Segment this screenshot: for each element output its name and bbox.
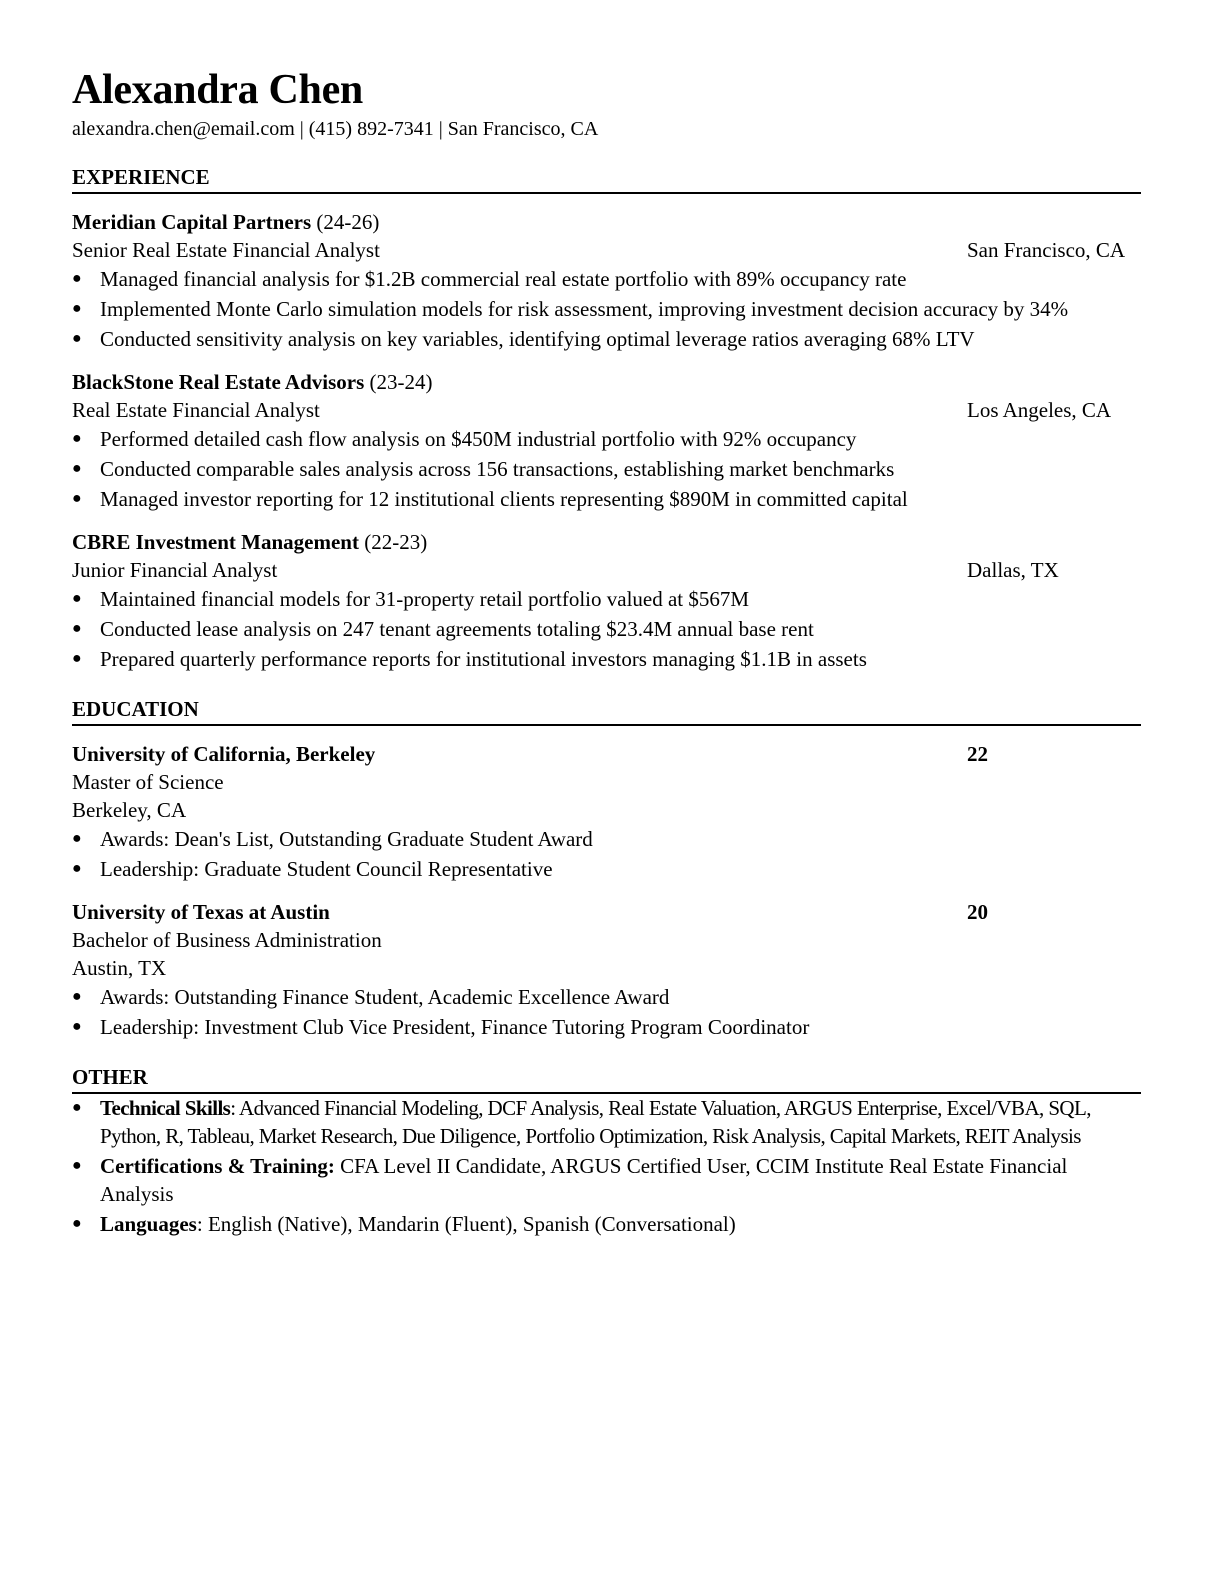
bullet-icon: ● xyxy=(72,1157,82,1174)
school-name: University of California, Berkeley xyxy=(72,742,376,766)
list-item: ● Leadership: Investment Club Vice President, Finance Tutoring Program Coordinator xyxy=(72,1012,1141,1042)
list-item: ● Implemented Monte Carlo simulation models for risk assessment, improving investment decision accuracy by 34% xyxy=(72,294,1141,324)
bullet-icon: ● xyxy=(72,620,82,637)
school-name: University of Texas at Austin xyxy=(72,900,330,924)
degree: Bachelor of Business Administration xyxy=(72,928,382,952)
list-item: ● Awards: Outstanding Finance Student, Academic Excellence Award xyxy=(72,982,1141,1012)
job-dates: (22-23) xyxy=(364,530,428,554)
list-item: ● Awards: Dean's List, Outstanding Graduate Student Award xyxy=(72,824,1141,854)
list-item: ● Certifications & Training: CFA Level II Candidate, ARGUS Certified User, CCIM Institute Real Estate Financial Analysis xyxy=(72,1154,1068,1206)
job-title: Senior Real Estate Financial Analyst xyxy=(72,238,380,262)
bullet-icon: ● xyxy=(72,988,82,1005)
bullet-icon: ● xyxy=(72,490,82,507)
list-item: ● Managed financial analysis for $1.2B commercial real estate portfolio with 89% occupancy rate xyxy=(72,264,1141,294)
item-label: Technical Skills xyxy=(100,1096,231,1120)
job-dates: (24-26) xyxy=(316,210,380,234)
bullet-icon: ● xyxy=(72,590,82,607)
bullet-icon: ● xyxy=(72,300,82,317)
list-item: ● Managed investor reporting for 12 institutional clients representing $890M in committed capital xyxy=(72,484,1141,514)
job-location: San Francisco, CA xyxy=(967,238,1126,262)
list-item: ● Prepared quarterly performance reports for institutional investors managing $1.1B in assets xyxy=(72,644,1141,674)
company-name: BlackStone Real Estate Advisors xyxy=(72,370,365,394)
job-title: Junior Financial Analyst xyxy=(72,558,278,582)
list-item: ● Technical Skills: Advanced Financial Modeling, DCF Analysis, Real Estate Valuation, ARGUS Enterprise, Excel/VBA, SQL, Python, R, Tableau, Market Research, Due Diligence, Portfolio Optimization, Risk Analysis, Capital Markets, REIT Analysis xyxy=(72,1096,1091,1148)
section-heading-experience: EXPERIENCE xyxy=(72,164,1141,194)
graduation-year: 22 xyxy=(967,742,988,766)
section-heading-education: EDUCATION xyxy=(72,696,1141,726)
contact-line: alexandra.chen@email.com | (415) 892-7341 | San Francisco, CA xyxy=(72,118,599,140)
bullet-icon: ● xyxy=(72,1018,82,1035)
degree: Master of Science xyxy=(72,770,224,794)
list-item: ● Languages: English (Native), Mandarin (Fluent), Spanish (Conversational) xyxy=(72,1212,736,1236)
bullet-icon: ● xyxy=(72,860,82,877)
school-location: Berkeley, CA xyxy=(72,798,187,822)
job-location: Dallas, TX xyxy=(967,558,1059,582)
job-dates: (23-24) xyxy=(369,370,433,394)
resume-page xyxy=(72,66,1141,1240)
item-label: Languages xyxy=(100,1212,197,1236)
education-entry xyxy=(72,898,1141,1042)
bullet-icon: ● xyxy=(72,460,82,477)
list-item: ● Conducted lease analysis on 247 tenant agreements totaling $23.4M annual base rent xyxy=(72,614,1141,644)
bullet-icon: ● xyxy=(72,650,82,667)
list-item: ● Maintained financial models for 31-property retail portfolio valued at $567M xyxy=(72,584,1141,614)
company-name: Meridian Capital Partners xyxy=(72,210,312,234)
job-title: Real Estate Financial Analyst xyxy=(72,398,320,422)
job-entry xyxy=(72,368,1141,514)
bullet-icon: ● xyxy=(72,1099,82,1116)
bullet-icon: ● xyxy=(72,330,82,347)
section-heading-other: OTHER xyxy=(72,1064,1141,1094)
company-name: CBRE Investment Management xyxy=(72,530,359,554)
list-item: ● Performed detailed cash flow analysis on $450M industrial portfolio with 92% occupancy xyxy=(72,424,1141,454)
item-label: Certifications & Training: xyxy=(100,1154,335,1178)
bullet-icon: ● xyxy=(72,270,82,287)
candidate-name: Alexandra Chen xyxy=(72,67,363,113)
list-item: ● Conducted comparable sales analysis across 156 transactions, establishing market benchmarks xyxy=(72,454,1141,484)
bullet-icon: ● xyxy=(72,430,82,447)
list-item: ● Leadership: Graduate Student Council Representative xyxy=(72,854,1141,884)
education-entry xyxy=(72,740,1141,884)
job-entry xyxy=(72,528,1141,674)
bullet-icon: ● xyxy=(72,830,82,847)
bullet-icon: ● xyxy=(72,1215,82,1232)
job-entry xyxy=(72,208,1141,354)
graduation-year: 20 xyxy=(967,900,988,924)
list-item: ● Conducted sensitivity analysis on key variables, identifying optimal leverage ratios averaging 68% LTV xyxy=(72,324,1141,354)
job-location: Los Angeles, CA xyxy=(967,398,1112,422)
school-location: Austin, TX xyxy=(72,956,167,980)
